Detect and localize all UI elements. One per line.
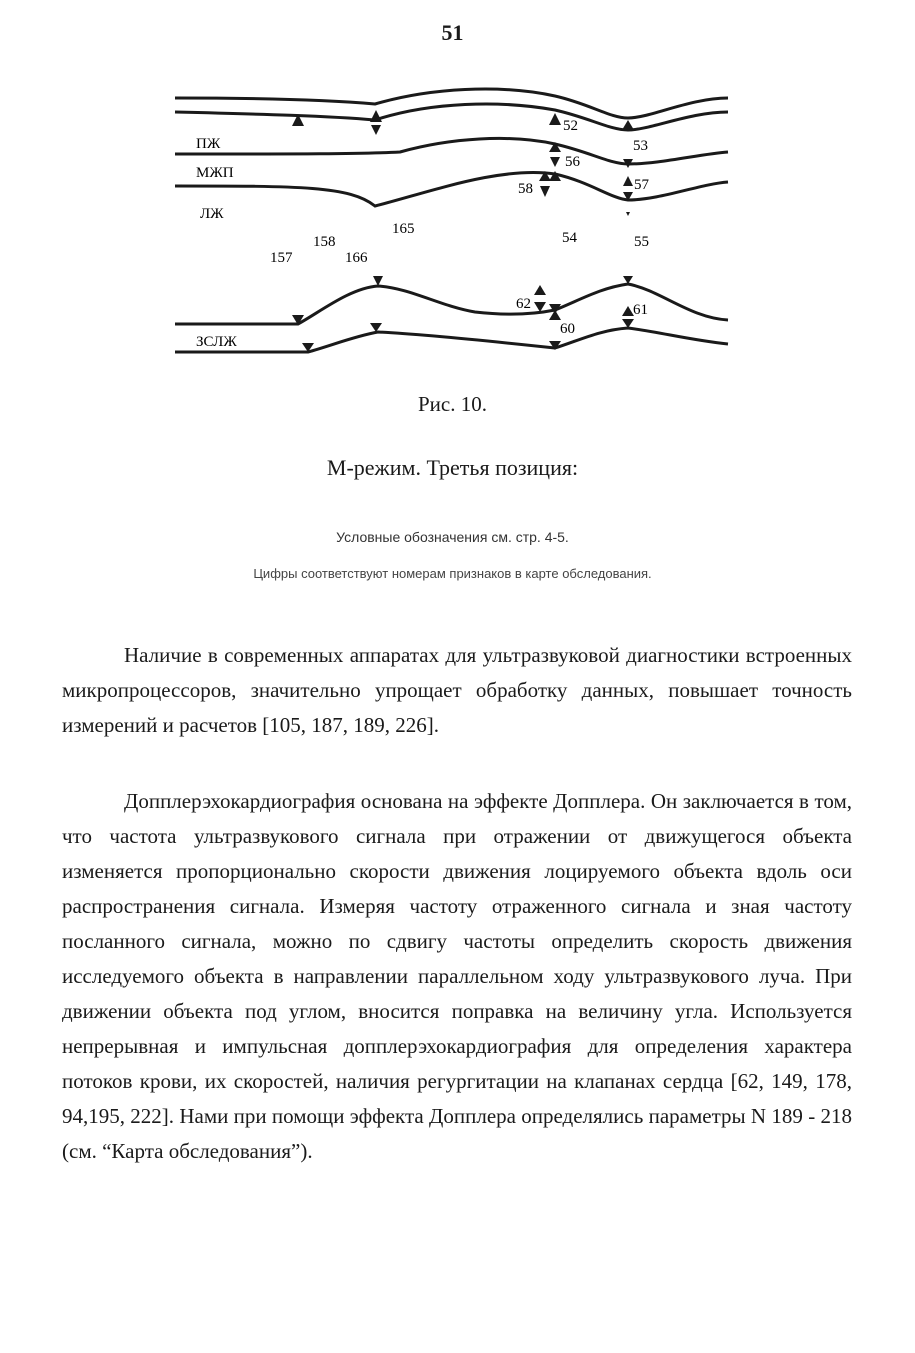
number-165: 165 xyxy=(392,221,415,237)
number-54: 54 xyxy=(562,230,577,246)
label-lzh: ЛЖ xyxy=(200,206,224,222)
paragraph-2-block xyxy=(62,784,852,1169)
label-pzh: ПЖ xyxy=(196,136,221,152)
paragraph-1-block xyxy=(62,638,852,743)
m-mode-figure xyxy=(0,78,905,378)
number-56: 56 xyxy=(565,154,580,170)
number-166: 166 xyxy=(345,250,368,266)
number-58: 58 xyxy=(518,181,533,197)
marker-arrows xyxy=(292,110,634,352)
number-157: 157 xyxy=(270,250,293,266)
paragraph-2: Допплерэхокардиография основана на эффекте Допплера. Он заключается в том, что частота ультразвукового сигнала при отражении от движущегося объекта изменяется пропорционально скорости движения лоцируемого объекта вдоль оси распространения сигнала. Измеряя частоту отраженного сигнала и зная частоту посланного сигнала, можно по сдвигу частоты определить скорость движения исследуемого объекта в направлении параллельном ходу ультразвукового луча. При движении объекта под углом, вносится поправка на величину угла. Используется непрерывная и импульсная допплерэхокардиография для определения характера потоков крови, их скоростей, наличия регургитации на клапанах сердца [62, 149, 178, 94,195, 222]. Нами при помощи эффекта Допплера определялись параметры N 189 - 218 (см. “Карта обследования”). xyxy=(62,789,852,1163)
paragraph-1: Наличие в современных аппаратах для ультразвуковой диагностики встроенных микропроцессоров, значительно упрощает обработку данных, повышает точность измерений и расчетов [105, 187, 189, 226]. xyxy=(62,643,852,737)
number-62: 62 xyxy=(516,296,531,312)
number-55: 55 xyxy=(634,234,649,250)
rv-wall-lower-line xyxy=(175,104,728,130)
label-mzhp: МЖП xyxy=(196,165,234,181)
number-60: 60 xyxy=(560,321,575,337)
digits-note: Цифры соответствуют номерам признаков в карте обследования. xyxy=(253,566,652,581)
legend-note: Условные обозначения см. стр. 4-5. xyxy=(336,529,569,545)
figure-caption: Рис. 10. xyxy=(418,392,487,416)
label-zslzh: ЗСЛЖ xyxy=(196,334,237,350)
number-158: 158 xyxy=(313,234,336,250)
figure-title: М-режим. Третья позиция: xyxy=(326,455,579,480)
number-53: 53 xyxy=(633,138,648,154)
lvpw-lower-line xyxy=(175,328,728,352)
page-number: 51 xyxy=(441,20,464,45)
number-52: 52 xyxy=(563,118,578,134)
number-57: 57 xyxy=(634,177,649,193)
number-61: 61 xyxy=(633,302,648,318)
